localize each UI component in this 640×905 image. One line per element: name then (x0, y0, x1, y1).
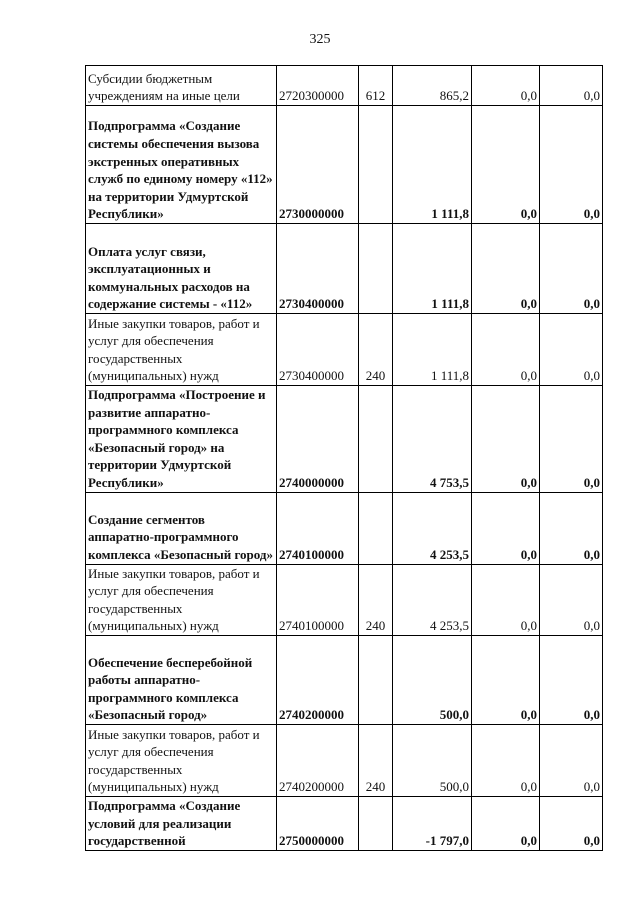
row-amount-2: 0,0 (472, 386, 540, 493)
row-amount-2: 0,0 (472, 635, 540, 724)
row-code: 2740100000 (277, 492, 359, 564)
row-amount-3: 0,0 (540, 796, 603, 850)
table-row (86, 564, 603, 635)
table-row (86, 224, 603, 314)
row-vr: 612 (359, 66, 393, 106)
row-amount: 865,2 (393, 66, 472, 106)
row-name: Подпрограмма «Создание условий для реализации государственной (86, 796, 277, 850)
row-name: Субсидии бюджетным учреждениям на иные цели (86, 66, 277, 106)
row-name: Оплата услуг связи, эксплуатационных и коммунальных расходов на содержание системы - «112» (86, 224, 277, 314)
row-name: Создание сегментов аппаратно-программного комплекса «Безопасный город» (86, 492, 277, 564)
row-amount: 1 111,8 (393, 224, 472, 314)
row-amount: 4 753,5 (393, 386, 472, 493)
row-code: 2740200000 (277, 724, 359, 796)
row-vr: 240 (359, 724, 393, 796)
row-amount-3: 0,0 (540, 635, 603, 724)
row-code: 2740100000 (277, 564, 359, 635)
table-row (86, 796, 603, 850)
budget-table (85, 65, 603, 851)
row-name: Обеспечение бесперебойной работы аппаратно-программного комплекса «Безопасный город» (86, 635, 277, 724)
row-code: 2740000000 (277, 386, 359, 493)
row-vr: 240 (359, 314, 393, 386)
row-code: 2730400000 (277, 224, 359, 314)
table-row (86, 314, 603, 386)
row-code: 2730000000 (277, 106, 359, 224)
row-vr: 240 (359, 564, 393, 635)
row-code: 2740200000 (277, 635, 359, 724)
row-amount: 4 253,5 (393, 492, 472, 564)
table-row (86, 66, 603, 106)
table-row (86, 106, 603, 224)
row-vr (359, 386, 393, 493)
row-code: 2730400000 (277, 314, 359, 386)
row-amount-2: 0,0 (472, 66, 540, 106)
row-amount: 500,0 (393, 635, 472, 724)
row-name: Иные закупки товаров, работ и услуг для обеспечения государственных (муниципальных) нужд (86, 724, 277, 796)
row-amount-3: 0,0 (540, 724, 603, 796)
row-amount-2: 0,0 (472, 106, 540, 224)
table-row (86, 724, 603, 796)
row-name: Подпрограмма «Создание системы обеспечения вызова экстренных оперативных служб по единому номеру «112» на территории Удмуртской Республики» (86, 106, 277, 224)
row-amount-2: 0,0 (472, 796, 540, 850)
row-amount-3: 0,0 (540, 106, 603, 224)
row-amount-3: 0,0 (540, 564, 603, 635)
row-amount: 1 111,8 (393, 314, 472, 386)
row-amount-2: 0,0 (472, 564, 540, 635)
row-amount: 4 253,5 (393, 564, 472, 635)
row-vr (359, 224, 393, 314)
table-row (86, 635, 603, 724)
row-name: Иные закупки товаров, работ и услуг для обеспечения государственных (муниципальных) нужд (86, 314, 277, 386)
row-vr (359, 106, 393, 224)
row-amount: 500,0 (393, 724, 472, 796)
page-number: 325 (309, 32, 331, 47)
row-amount-3: 0,0 (540, 492, 603, 564)
row-name: Подпрограмма «Построение и развитие аппаратно-программного комплекса «Безопасный город» на территории Удмуртской Республики» (86, 386, 277, 493)
row-amount-3: 0,0 (540, 314, 603, 386)
row-vr (359, 635, 393, 724)
row-name: Иные закупки товаров, работ и услуг для обеспечения государственных (муниципальных) нужд (86, 564, 277, 635)
row-vr (359, 492, 393, 564)
row-code: 2720300000 (277, 66, 359, 106)
row-amount-3: 0,0 (540, 386, 603, 493)
row-amount-2: 0,0 (472, 224, 540, 314)
row-amount-2: 0,0 (472, 724, 540, 796)
row-amount-2: 0,0 (472, 492, 540, 564)
row-code: 2750000000 (277, 796, 359, 850)
row-amount: 1 111,8 (393, 106, 472, 224)
table-row (86, 492, 603, 564)
row-amount-2: 0,0 (472, 314, 540, 386)
row-amount-3: 0,0 (540, 66, 603, 106)
row-amount-3: 0,0 (540, 224, 603, 314)
row-vr (359, 796, 393, 850)
table-row (86, 386, 603, 493)
row-amount: -1 797,0 (393, 796, 472, 850)
